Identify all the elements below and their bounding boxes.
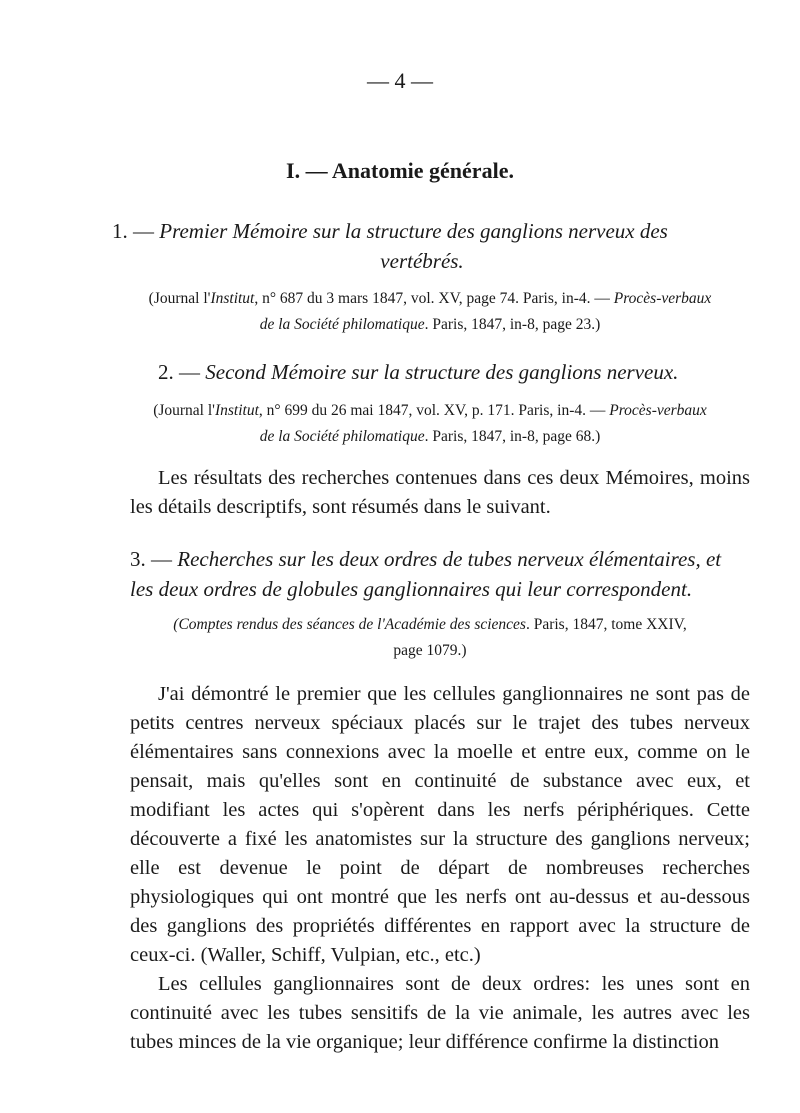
section-heading: I. — Anatomie générale. bbox=[286, 158, 514, 183]
entry-3-reference bbox=[120, 612, 740, 664]
ref-proces-verbaux: Procès-verbaux bbox=[613, 290, 712, 307]
ref-text: , n° 699 du 26 mai 1847, vol. XV, p. 171. Paris, in-4. — bbox=[258, 402, 610, 419]
entry-1-title-line2: vertébrés. bbox=[380, 249, 464, 273]
entry-3-title bbox=[130, 544, 750, 604]
entry-1-title bbox=[112, 216, 732, 276]
ref-text: page 1079.) bbox=[393, 642, 467, 659]
entry-1-number: 1. — bbox=[112, 219, 154, 243]
ref-text: . Paris, 1847, tome XXIV, bbox=[525, 616, 687, 633]
entry-3-number: 3. — bbox=[130, 547, 172, 571]
ref-comptes-rendus: (Comptes rendus des séances de l'Académie des sciences bbox=[173, 616, 526, 633]
body-paragraph-2: Les cellules ganglionnaires sont de deux ordres: les unes sont en continuité avec les tubes sensitifs de la vie animale, les autres avec les tubes minces de la vie organique; leur différence confirme la distinction bbox=[130, 973, 750, 1053]
ref-text: (Journal l' bbox=[153, 402, 215, 419]
entry-1-reference bbox=[120, 286, 740, 338]
page-number: — 4 — bbox=[367, 68, 433, 93]
ref-text: . Paris, 1847, in-8, page 23.) bbox=[424, 316, 601, 333]
ref-society: de la Société philomatique bbox=[259, 316, 425, 333]
entry-2-reference bbox=[120, 398, 740, 450]
entry-1-title-line1: Premier Mémoire sur la structure des ganglions nerveux des bbox=[159, 219, 668, 243]
entry-2-title-line1: Second Mémoire sur la structure des ganglions nerveux. bbox=[205, 360, 679, 384]
ref-journal: Institut bbox=[210, 290, 255, 307]
entry-3-title-line1: Recherches sur les deux ordres de tubes nerveux élémentaires, et bbox=[177, 547, 722, 571]
entry-3-title-line2: les deux ordres de globules ganglionnaires qui leur correspondent. bbox=[130, 577, 693, 601]
entry-2-number: 2. — bbox=[158, 360, 200, 384]
ref-proces-verbaux: Procès-verbaux bbox=[609, 402, 707, 419]
summary-text: Les résultats des recherches contenues dans ces deux Mémoires, moins les détails descriptifs, sont résumés dans le suivant. bbox=[130, 467, 750, 518]
ref-text: , n° 687 du 3 mars 1847, vol. XV, page 74. Paris, in-4. — bbox=[254, 290, 614, 307]
entry-2-title bbox=[158, 357, 778, 387]
ref-journal: Institut bbox=[214, 402, 259, 419]
summary-paragraph bbox=[130, 464, 750, 522]
ref-text: . Paris, 1847, in-8, page 68.) bbox=[424, 428, 601, 445]
body-paragraph-1: J'ai démontré le premier que les cellules ganglionnaires ne sont pas de petits centres nerveux spéciaux placés sur le trajet des tubes nerveux élémentaires sans connexions avec la moelle et entre eux, comme on le pensait, mais qu'elles sont en continuité de substance avec eux, et modifiant les actes qui s'opèrent dans les nerfs périphériques. Cette découverte a fixé les anatomistes sur la structure des ganglions nerveux; elle est devenue le point de départ de nombreuses recherches physiologiques qui ont montré que les nerfs ont au-dessus et au-dessous des ganglions des propriétés différentes en rapport avec la structure de ceux-ci. (Waller, Schiff, Vulpian, etc., etc.) bbox=[130, 683, 750, 966]
ref-text: (Journal l' bbox=[148, 290, 211, 307]
body-text bbox=[130, 680, 750, 1057]
ref-society: de la Société philomatique bbox=[259, 428, 425, 445]
